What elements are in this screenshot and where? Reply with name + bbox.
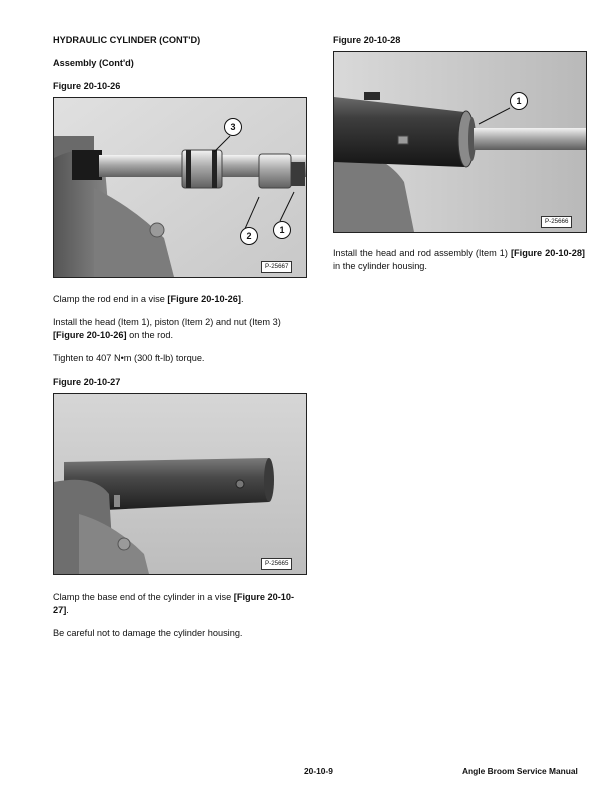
paragraph-install-head: Install the head (Item 1), piston (Item 2) and nut (Item 3) [Figure 20-10-26] on the rod. bbox=[53, 317, 281, 341]
figure-28-photo bbox=[333, 51, 587, 233]
manual-title: Angle Broom Service Manual bbox=[462, 766, 578, 776]
page-number: 20-10-9 bbox=[304, 766, 333, 776]
figure-28-photo-id: P-25666 bbox=[541, 216, 572, 228]
paragraph-careful: Be careful not to damage the cylinder housing. bbox=[53, 628, 243, 638]
callout-item-1: 1 bbox=[273, 221, 291, 239]
figure-27-photo-id: P-25665 bbox=[261, 558, 292, 570]
figure-28-caption: Figure 20-10-28 bbox=[333, 35, 401, 45]
cylinder-base-illustration bbox=[54, 394, 306, 574]
paragraph-tighten-torque: Tighten to 407 N•m (300 ft-lb) torque. bbox=[53, 353, 205, 363]
figure-27-photo bbox=[53, 393, 307, 575]
paragraph-clamp-rod: Clamp the rod end in a vise [Figure 20-10-26]. bbox=[53, 294, 244, 304]
figure-27-caption: Figure 20-10-27 bbox=[53, 377, 121, 387]
head-rod-install-illustration bbox=[334, 52, 586, 232]
paragraph-clamp-base: Clamp the base end of the cylinder in a vise [Figure 20-10-27]. bbox=[53, 592, 295, 616]
figure-26-photo bbox=[53, 97, 307, 278]
section-title: HYDRAULIC CYLINDER (CONT'D) bbox=[53, 35, 201, 45]
callout-item-2: 2 bbox=[240, 227, 258, 245]
rod-assembly-illustration bbox=[54, 98, 306, 277]
callout-item-3: 3 bbox=[224, 118, 242, 136]
figure-26-caption: Figure 20-10-26 bbox=[53, 81, 121, 91]
paragraph-install-assembly: Install the head and rod assembly (Item 1) [Figure 20-10-28] in the cylinder housing. bbox=[333, 248, 585, 272]
callout-item-1: 1 bbox=[510, 92, 528, 110]
subsection-title: Assembly (Cont'd) bbox=[53, 58, 134, 68]
figure-26-photo-id: P-25667 bbox=[261, 261, 292, 273]
